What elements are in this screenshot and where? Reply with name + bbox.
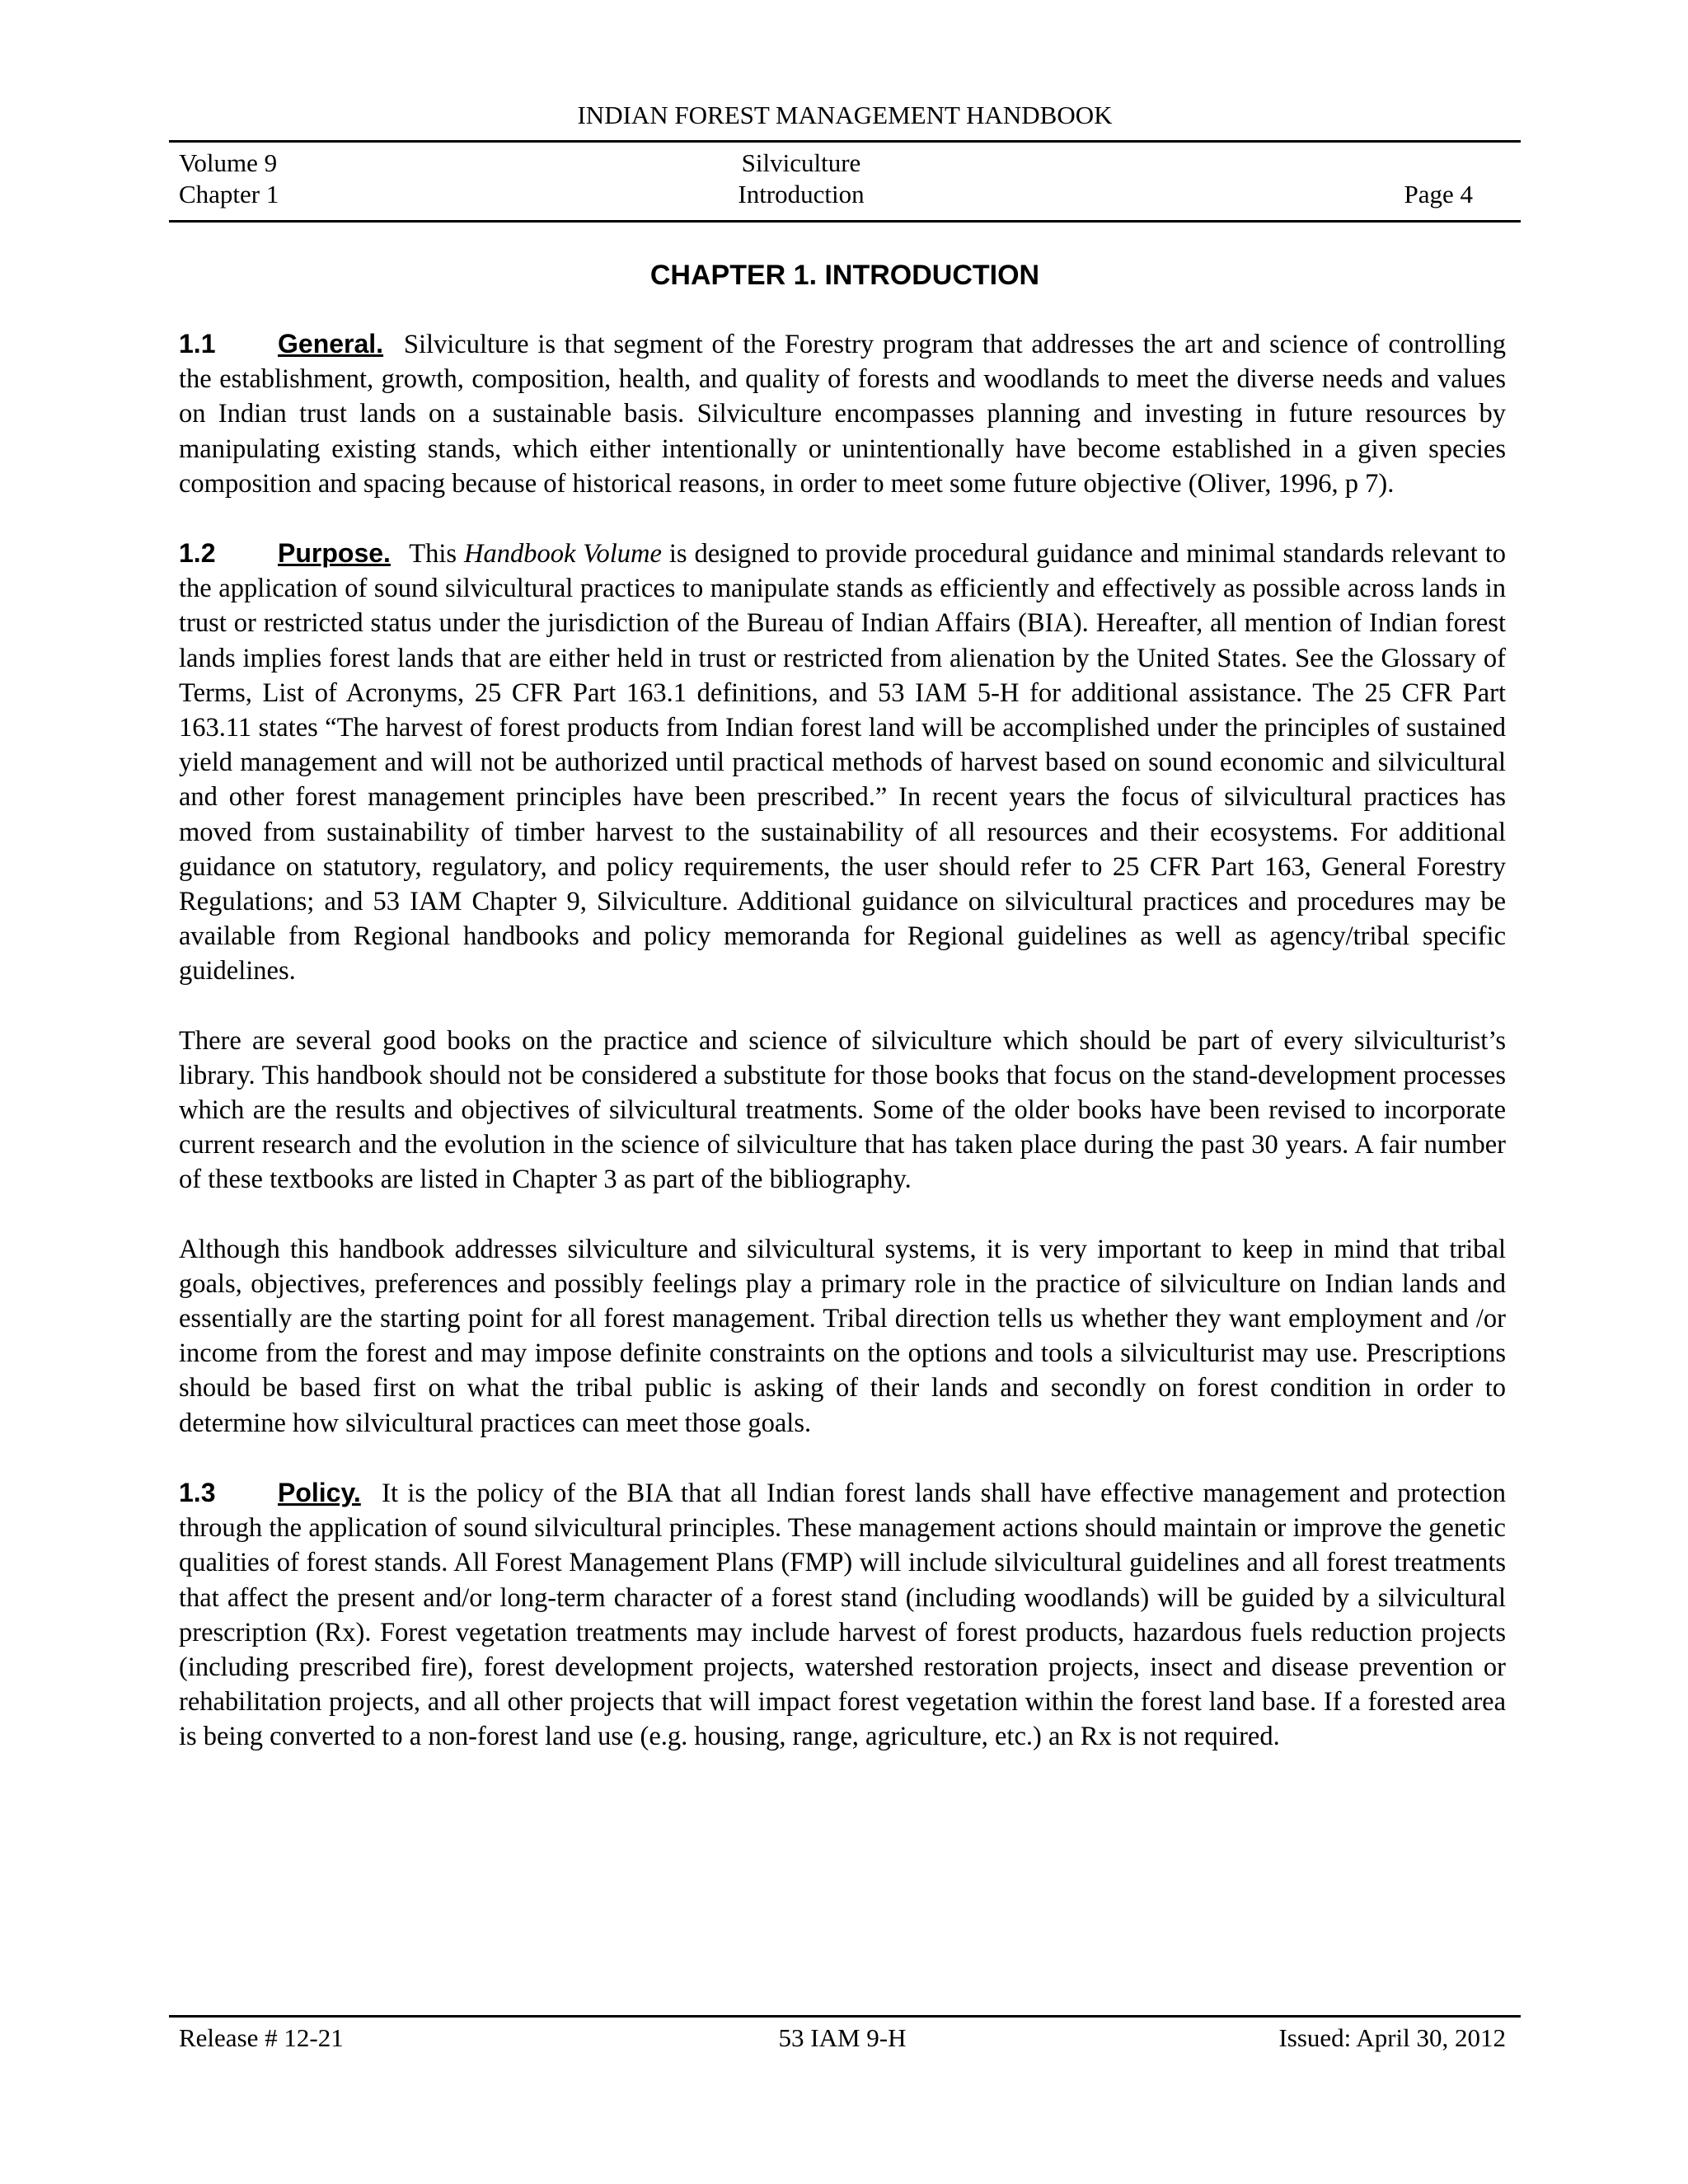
footer-rule: [169, 2015, 1521, 2018]
section-title: General.: [278, 329, 384, 359]
header-row-1: [179, 147, 1506, 180]
section-text: It is the policy of the BIA that all Indian forest lands shall have effective management and protection through the application of sound silvicultural principles. These management actions should maintain or improve the genetic qualities of forest stands. All Forest Management Plans (FMP) will include silvicultural guidelines and all forest treatments that affect the present and/or long-term character of a forest stand (including woodlands) will be guided by a silvicultural prescription (Rx). Forest vegetation treatments may include harvest of forest products, hazardous fuels reduction projects (including prescribed fire), forest development projects, watershed restoration projects, insect and disease prevention or rehabilitation projects, and all other projects that will impact forest vegetation within the forest land base. If a forested area is being converted to a non-forest land use (e.g. housing, range, agriculture, etc.) an Rx is not required.: [179, 1478, 1506, 1752]
document-body: [179, 326, 1506, 1789]
section-text: Silviculture is that segment of the Forestry program that addresses the art and science of controlling the establishment, growth, composition, health, and quality of forests and woodlands to meet the diverse needs and values on Indian trust lands on a sustainable basis. Silviculture encompasses planning and investing in future resources by manipulating existing stands, which either intentionally or unintentionally have become established in a given species composition and spacing because of historical reasons, in order to meet some future objective (Oliver, 1996, p 7).: [179, 330, 1507, 499]
header-page-number: Page 4: [1404, 180, 1473, 209]
section-general: [179, 326, 1506, 501]
section-purpose: [179, 536, 1506, 989]
chapter-title: CHAPTER 1. INTRODUCTION: [649, 260, 1040, 291]
footer-issued-date: Issued: April 30, 2012: [1278, 2023, 1506, 2052]
header-subject: Silviculture: [741, 148, 861, 177]
section-title: Policy.: [278, 1477, 361, 1507]
header-rule-top: [169, 140, 1521, 143]
footer-document-id: 53 IAM 9-H: [778, 2023, 907, 2052]
section-text: is designed to provide procedural guidance and minimal standards relevant to the application of sound silvicultural practices to manipulate stands as efficiently and effectively as possible across lands in trust or restricted status under the jurisdiction of the Bureau of Indian Affairs (BIA). Hereafter, all mention of Indian forest lands implies forest lands that are either held in trust or restricted from alienation by the United States. See the Glossary of Terms, List of Acronyms, 25 CFR Part 163.1 definitions, and 53 IAM 5-H for additional assistance. The 25 CFR Part 163.11 states “The harvest of forest products from Indian forest land will be accomplished under the principles of sustained yield management and will not be authorized until practical methods of harvest based on sound economic and silvicultural and other forest management principles have been prescribed.” In recent years the focus of silvicultural practices has moved from sustainability of timber harvest to the sustainability of all resources and their ecosystems. For additional guidance on statutory, regulatory, and policy requirements, the user should refer to 25 CFR Part 163, General Forestry Regulations; and 53 IAM Chapter 9, Silviculture. Additional guidance on silvicultural practices and procedures may be available from Regional handbooks and policy memoranda for Regional guidelines as well as agency/tribal specific guidelines.: [179, 539, 1507, 987]
section-number: 1.2: [179, 538, 216, 569]
section-number: 1.3: [179, 1477, 216, 1507]
section-policy: [179, 1475, 1506, 1755]
section-text-italic: Handbook Volume: [463, 539, 662, 569]
header-rule-bottom: [169, 220, 1521, 223]
header-subsubject: Introduction: [738, 180, 865, 209]
section-text: This: [409, 539, 464, 569]
header-volume: Volume 9: [179, 148, 278, 177]
section-number: 1.1: [179, 329, 216, 359]
header-row-2: [179, 178, 1506, 211]
footer-release: Release # 12-21: [179, 2023, 344, 2052]
header-chapter: Chapter 1: [179, 180, 279, 209]
paragraph-textbooks: There are several good books on the practice and science of silviculture which should be part of every silviculturist’s library. This handbook should not be considered a substitute for those books that focus on the stand-development processes which are the results and objectives of silvicultural treatments. Some of the older books have been revised to incorporate current research and the evolution in the science of silviculture that has taken place during the past 30 years. A fair number of these textbooks are listed in Chapter 3 as part of the bibliography.: [179, 1025, 1506, 1195]
handbook-title: INDIAN FOREST MANAGEMENT HANDBOOK: [577, 101, 1113, 129]
page-footer: [179, 2021, 1506, 2055]
section-title: Purpose.: [278, 538, 391, 569]
paragraph-tribal-goals: Although this handbook addresses silviculture and silvicultural systems, it is very important to keep in mind that tribal goals, objectives, preferences and possibly feelings play a primary role in the practice of silviculture on Indian lands and essentially are the starting point for all forest management. Tribal direction tells us whether they want employment and /or income from the forest and may impose definite constraints on the options and tools a silviculturist may use. Prescriptions should be based first on what the tribal public is asking of their lands and secondly on forest condition in order to determine how silvicultural practices can meet those goals.: [179, 1234, 1506, 1438]
